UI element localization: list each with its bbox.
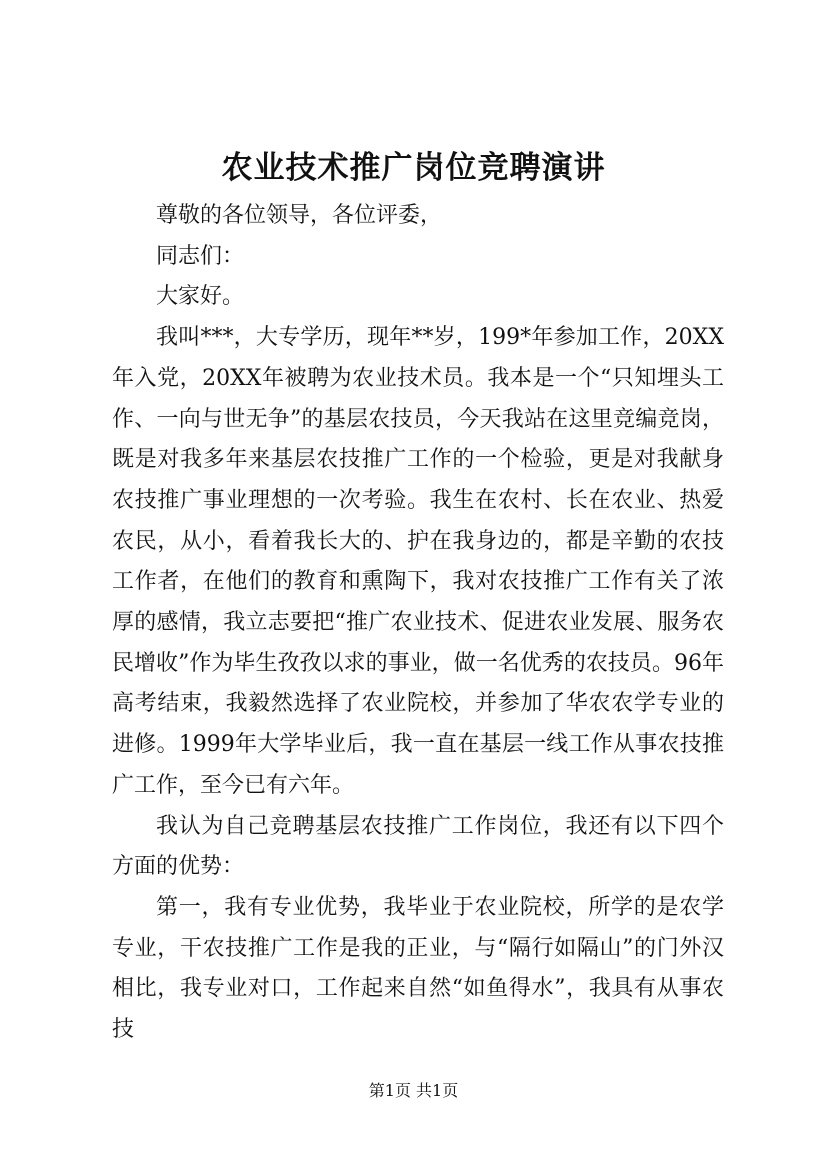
document-body — [112, 196, 724, 1051]
body-paragraph: 我叫***，大专学历，现年**岁，199*年参加工作，20XX年入党，20XX年被聘为农业技术员。我本是一个“只知埋头工作、一向与世无争”的基层农技员，今天我站在这里竞编竞岗，既是对我多年来基层农技推广工作的一个检验，更是对我献身农技推广事业理想的一次考验。我生在农村、长在农业、热爱农民，从小，看着我长大的、护在我身边的，都是辛勤的农技工作者，在他们的教育和熏陶下，我对农技推广工作有关了浓厚的感情，我立志要把“推广农业技术、促进农业发展、服务农民增收”作为毕生孜孜以求的事业，做一名优秀的农技员。96年高考结束，我毅然选择了农业院校，并参加了华农农学专业的进修。1999年大学毕业后，我一直在基层一线工作从事农技推广工作，至今已有六年。 — [112, 325, 724, 798]
body-paragraph: 我认为自己竞聘基层农技推广工作岗位，我还有以下四个方面的优势： — [112, 813, 724, 880]
salutation-paragraph: 尊敬的各位领导，各位评委， — [156, 203, 443, 228]
salutation-paragraph: 同志们： — [156, 243, 245, 269]
document-title: 农业技术推广岗位竞聘演讲 — [221, 150, 606, 186]
greeting-paragraph: 大家好。 — [156, 284, 245, 310]
body-paragraph: 第一，我有专业优势，我毕业于农业院校，所学的是农学专业，干农技推广工作是我的正业，与“隔行如隔山”的门外汉相比，我专业对口，工作起来自然“如鱼得水”，我具有从事农技 — [112, 894, 724, 1043]
page-footer: 第1页 共1页 — [368, 1081, 459, 1100]
